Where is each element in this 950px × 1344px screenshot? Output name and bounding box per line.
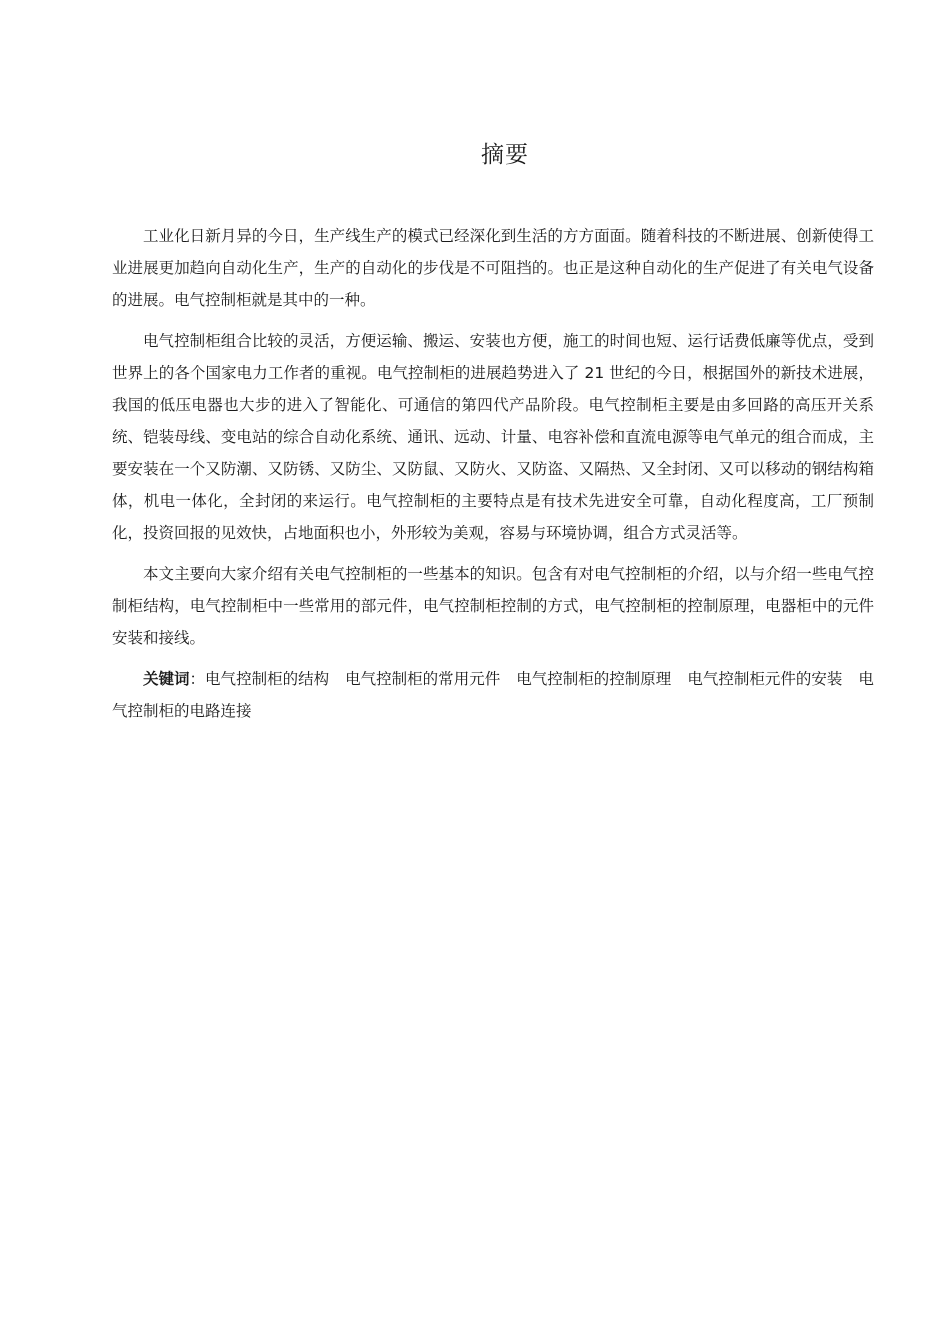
abstract-paragraph-3: 本文主要向大家介绍有关电气控制柜的一些基本的知识。包含有对电气控制柜的介绍，以与介绍一些电气控制柜结构，电气控制柜中一些常用的部元件，电气控制柜控制的方式，电气控制柜的控制原理，电器柜中的元件安装和接线。: [112, 565, 874, 647]
abstract-paragraph-1: 工业化日新月异的今日，生产线生产的模式已经深化到生活的方方面面。随着科技的不断进展、创新使得工业进展更加趋向自动化生产，生产的自动化的步伐是不可阻挡的。也正是这种自动化的生产促进了有关电气设备的进展。电气控制柜就是其中的一种。: [112, 227, 874, 309]
keyword-item: 电气控制柜的结构: [205, 670, 330, 688]
abstract-body: [112, 220, 874, 736]
keyword-item: 电气控制柜的常用元件: [345, 670, 501, 688]
keyword-item: 电气控制柜的控制原理: [516, 670, 672, 688]
page-title: 摘要: [481, 142, 529, 168]
keyword-item: 电气控制柜的电路连接: [112, 670, 874, 720]
keyword-item: 电气控制柜元件的安装: [687, 670, 843, 688]
keywords-label: 关键词: [143, 670, 190, 688]
keywords-separator: ：: [189, 670, 206, 688]
keywords-paragraph: [112, 663, 874, 727]
abstract-paragraph-2: 电气控制柜组合比较的灵活，方便运输、搬运、安装也方便，施工的时间也短、运行话费低廉等优点，受到世界上的各个国家电力工作者的重视。电气控制柜的进展趋势进入了 21 世纪的今日，根据国外的新技术进展，我国的低压电器也大步的进入了智能化、可通信的第四代产品阶段。电气控制柜主要是由多回路的高压开关系统、铠装母线、变电站的综合自动化系统、通讯、远动、计量、电容补偿和直流电源等电气单元的组合而成，主要安装在一个又防潮、又防锈、又防尘、又防鼠、又防火、又防盗、又隔热、又全封闭、又可以移动的钢结构箱体，机电一体化，全封闭的来运行。电气控制柜的主要特点是有技术先进安全可靠，自动化程度高，工厂预制化，投资回报的见效快，占地面积也小，外形较为美观，容易与环境协调，组合方式灵活等。: [112, 332, 874, 542]
